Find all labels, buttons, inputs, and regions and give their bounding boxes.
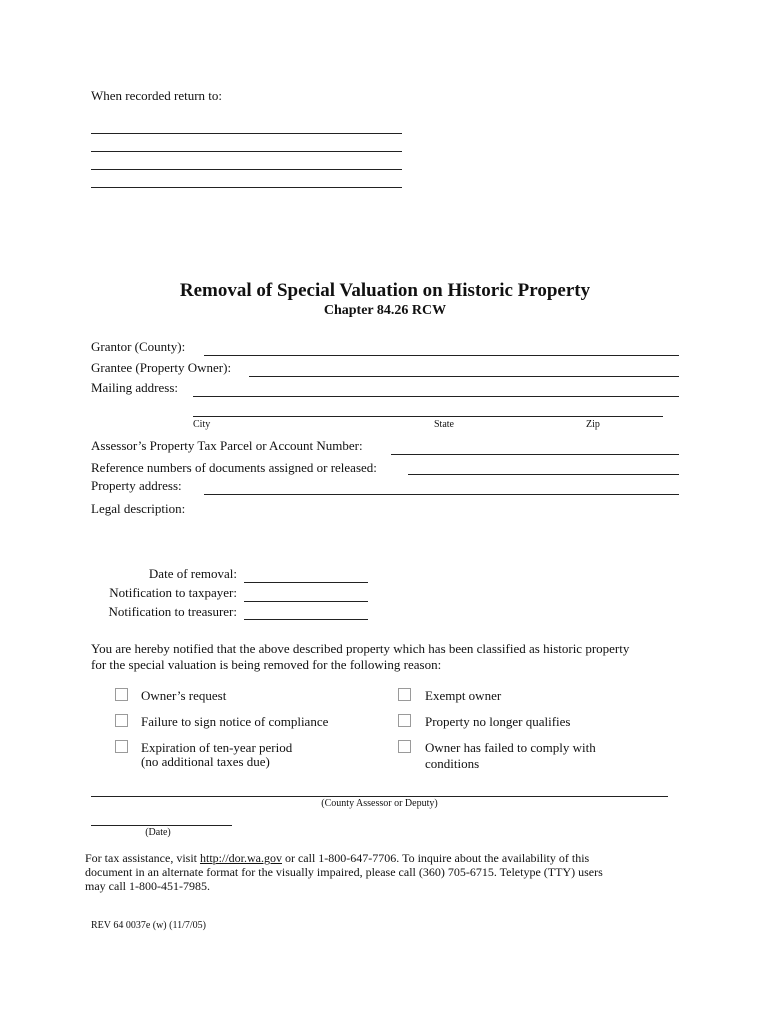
assistance-line-1 xyxy=(85,851,589,865)
mailing-address-field[interactable] xyxy=(193,396,679,397)
reference-numbers-label: Reference numbers of documents assigned or released: xyxy=(91,460,377,475)
property-address-label: Property address: xyxy=(91,478,182,493)
grantee-field[interactable] xyxy=(249,376,679,377)
parcel-number-field[interactable] xyxy=(391,454,679,455)
assessor-signature-line[interactable] xyxy=(91,796,668,797)
failure-sign-checkbox[interactable] xyxy=(115,714,128,727)
expiration-label-line-2: (no additional taxes due) xyxy=(141,754,270,769)
exempt-owner-checkbox[interactable] xyxy=(398,688,411,701)
date-signature-line[interactable] xyxy=(91,825,232,826)
failure-sign-label: Failure to sign notice of compliance xyxy=(141,714,329,729)
mailing-address-label: Mailing address: xyxy=(91,380,179,395)
reference-numbers-field[interactable] xyxy=(408,474,679,475)
assistance-line-1-post: or call 1-800-647-7706. To inquire about the availability of this xyxy=(281,851,590,865)
property-address-field[interactable] xyxy=(204,494,679,495)
expiration-label-line-1: Expiration of ten-year period xyxy=(141,740,293,755)
zip-caption: Zip xyxy=(586,419,600,430)
date-signature-caption: (Date) xyxy=(145,827,171,838)
assessor-signature-caption: (County Assessor or Deputy) xyxy=(321,798,438,809)
owners-request-checkbox[interactable] xyxy=(115,688,128,701)
grantee-label: Grantee (Property Owner): xyxy=(91,360,232,375)
assistance-line-3: may call 1-800-451-7985. xyxy=(85,879,210,893)
exempt-owner-label: Exempt owner xyxy=(425,688,502,703)
notification-treasurer-label: Notification to treasurer: xyxy=(108,604,237,619)
notification-treasurer-field[interactable] xyxy=(244,619,368,620)
notification-taxpayer-label: Notification to taxpayer: xyxy=(109,585,237,600)
return-to-label: When recorded return to: xyxy=(91,88,223,103)
city-state-zip-field[interactable] xyxy=(193,416,663,417)
notification-taxpayer-field[interactable] xyxy=(244,601,368,602)
no-longer-qualifies-checkbox[interactable] xyxy=(398,714,411,727)
date-of-removal-field[interactable] xyxy=(244,582,368,583)
return-address-line-3[interactable] xyxy=(91,169,402,170)
notice-line-1: You are hereby notified that the above described property which has been classified as historic property xyxy=(91,641,630,656)
dor-website-link[interactable]: http://dor.wa.gov xyxy=(199,851,282,865)
parcel-number-label: Assessor’s Property Tax Parcel or Account Number: xyxy=(91,438,363,453)
document-subtitle: Chapter 84.26 RCW xyxy=(323,303,447,318)
owners-request-label: Owner’s request xyxy=(141,688,227,703)
document-title: Removal of Special Valuation on Historic Property xyxy=(179,280,591,301)
return-address-line-2[interactable] xyxy=(91,151,402,152)
return-address-line-1[interactable] xyxy=(91,133,402,134)
assistance-line-1-pre: For tax assistance, visit xyxy=(85,851,200,865)
legal-description-label: Legal description: xyxy=(91,501,186,516)
failed-comply-checkbox[interactable] xyxy=(398,740,411,753)
form-number: REV 64 0037e (w) (11/7/05) xyxy=(91,920,206,931)
grantor-field[interactable] xyxy=(204,355,679,356)
date-of-removal-label: Date of removal: xyxy=(148,566,237,581)
city-caption: City xyxy=(193,419,211,430)
state-caption: State xyxy=(434,419,454,430)
failed-comply-label-line-1: Owner has failed to comply with xyxy=(425,740,596,755)
failed-comply-label-line-2: conditions xyxy=(425,756,480,771)
assistance-line-2: document in an alternate format for the visually impaired, please call (360) 705-6715. Teletype (TTY) users xyxy=(85,865,603,879)
no-longer-qualifies-label: Property no longer qualifies xyxy=(425,714,571,729)
return-address-line-4[interactable] xyxy=(91,187,402,188)
expiration-checkbox[interactable] xyxy=(115,740,128,753)
notice-line-2: for the special valuation is being removed for the following reason: xyxy=(91,657,442,672)
grantor-label: Grantor (County): xyxy=(91,339,186,354)
